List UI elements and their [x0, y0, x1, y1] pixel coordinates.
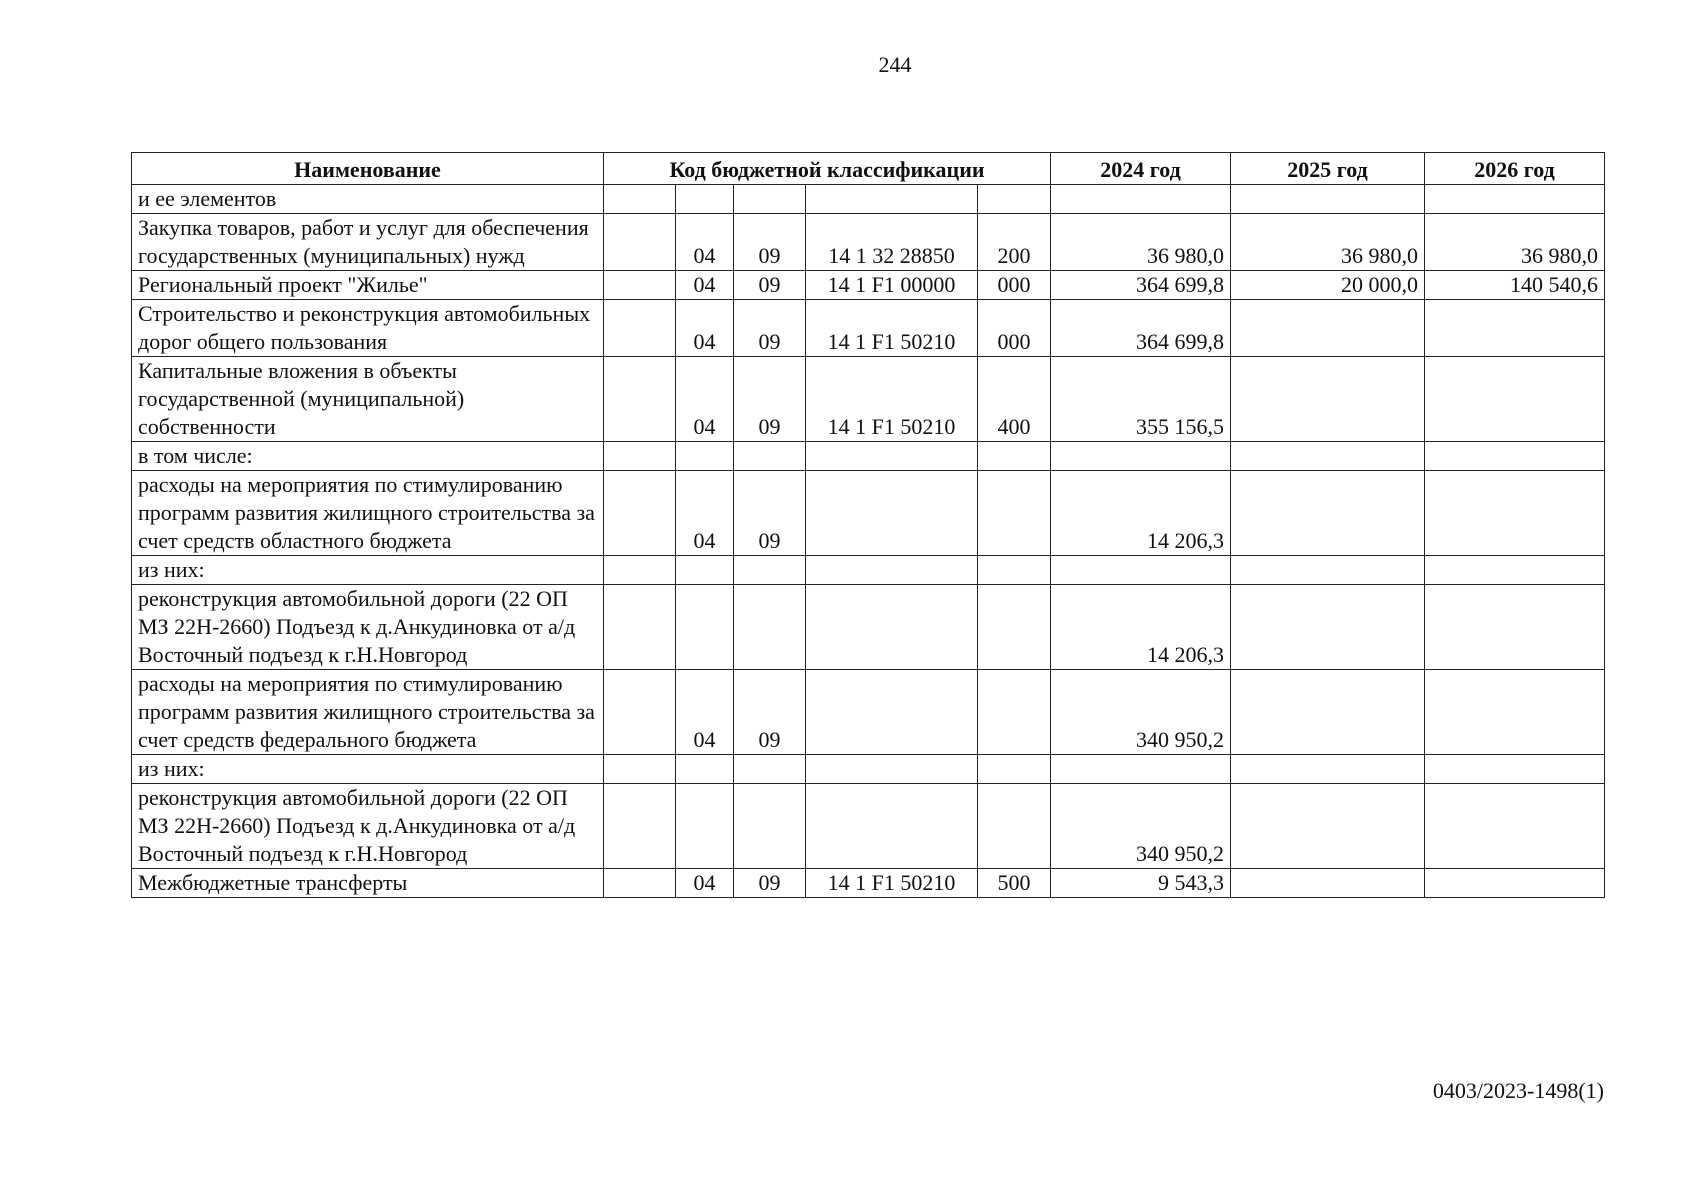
- row-c4-cell: 14 1 32 28850: [806, 214, 978, 271]
- header-name: Наименование: [132, 153, 604, 185]
- row-c1-cell: [604, 556, 676, 585]
- row-c4-cell: 14 1 F1 50210: [806, 869, 978, 898]
- row-c1-cell: [604, 214, 676, 271]
- row-c5-cell: [978, 585, 1051, 670]
- row-v2024-cell: [1051, 442, 1231, 471]
- row-v2026-cell: [1425, 185, 1605, 214]
- row-c2-cell: 04: [676, 670, 734, 755]
- row-v2024-cell: [1051, 556, 1231, 585]
- row-name-cell: Строительство и реконструкция автомобильных дорог общего пользования: [132, 300, 604, 357]
- row-v2026-cell: [1425, 357, 1605, 442]
- row-c3-cell: 09: [734, 357, 806, 442]
- row-c1-cell: [604, 471, 676, 556]
- row-c5-cell: [978, 442, 1051, 471]
- row-c3-cell: [734, 556, 806, 585]
- table-row: [132, 471, 1605, 556]
- row-v2024-cell: 14 206,3: [1051, 471, 1231, 556]
- row-name-cell: Межбюджетные трансферты: [132, 869, 604, 898]
- row-v2025-cell: 36 980,0: [1231, 214, 1425, 271]
- row-c2-cell: 04: [676, 214, 734, 271]
- row-c2-cell: 04: [676, 271, 734, 300]
- row-c3-cell: 09: [734, 271, 806, 300]
- row-c4-cell: 14 1 F1 50210: [806, 300, 978, 357]
- row-v2025-cell: [1231, 357, 1425, 442]
- row-v2024-cell: 340 950,2: [1051, 670, 1231, 755]
- row-c2-cell: [676, 442, 734, 471]
- row-c3-cell: [734, 185, 806, 214]
- row-c5-cell: 000: [978, 271, 1051, 300]
- row-c5-cell: [978, 471, 1051, 556]
- row-v2026-cell: 36 980,0: [1425, 214, 1605, 271]
- row-c3-cell: 09: [734, 300, 806, 357]
- table-row: [132, 214, 1605, 271]
- row-name-cell: расходы на мероприятия по стимулированию программ развития жилищного строительства за счет средств областного бюджета: [132, 471, 604, 556]
- row-c1-cell: [604, 670, 676, 755]
- row-v2026-cell: [1425, 784, 1605, 869]
- header-2026: 2026 год: [1425, 153, 1605, 185]
- row-c2-cell: 04: [676, 357, 734, 442]
- header-2024: 2024 год: [1051, 153, 1231, 185]
- row-v2025-cell: [1231, 471, 1425, 556]
- row-v2026-cell: [1425, 585, 1605, 670]
- row-v2025-cell: [1231, 442, 1425, 471]
- row-name-cell: реконструкция автомобильной дороги (22 ОП МЗ 22Н-2660) Подъезд к д.Анкудиновка от а/д Восточный подъезд к г.Н.Новгород: [132, 784, 604, 869]
- row-v2024-cell: [1051, 185, 1231, 214]
- row-v2026-cell: [1425, 471, 1605, 556]
- row-c1-cell: [604, 185, 676, 214]
- row-c1-cell: [604, 585, 676, 670]
- row-v2026-cell: [1425, 869, 1605, 898]
- table-row: [132, 869, 1605, 898]
- row-c3-cell: 09: [734, 214, 806, 271]
- row-c2-cell: [676, 556, 734, 585]
- row-v2025-cell: [1231, 556, 1425, 585]
- row-c4-cell: [806, 755, 978, 784]
- row-c3-cell: 09: [734, 471, 806, 556]
- table-row: [132, 784, 1605, 869]
- row-c4-cell: [806, 556, 978, 585]
- row-c2-cell: [676, 585, 734, 670]
- document-code: 0403/2023-1498(1): [1432, 1078, 1604, 1103]
- row-v2025-cell: [1231, 784, 1425, 869]
- table-row: [132, 556, 1605, 585]
- table-row: [132, 185, 1605, 214]
- row-c2-cell: [676, 185, 734, 214]
- row-v2025-cell: [1231, 869, 1425, 898]
- row-v2026-cell: [1425, 442, 1605, 471]
- row-c2-cell: 04: [676, 869, 734, 898]
- row-c2-cell: 04: [676, 471, 734, 556]
- page-number: 244: [878, 52, 912, 77]
- table-row: [132, 755, 1605, 784]
- row-name-cell: в том числе:: [132, 442, 604, 471]
- row-v2025-cell: [1231, 185, 1425, 214]
- row-c2-cell: 04: [676, 300, 734, 357]
- row-c1-cell: [604, 442, 676, 471]
- row-c2-cell: [676, 784, 734, 869]
- row-name-cell: расходы на мероприятия по стимулированию программ развития жилищного строительства за счет средств федерального бюджета: [132, 670, 604, 755]
- row-name-cell: и ее элементов: [132, 185, 604, 214]
- row-c5-cell: [978, 784, 1051, 869]
- row-c4-cell: [806, 185, 978, 214]
- row-name-cell: Закупка товаров, работ и услуг для обеспечения государственных (муниципальных) нужд: [132, 214, 604, 271]
- row-c3-cell: [734, 784, 806, 869]
- row-c5-cell: [978, 755, 1051, 784]
- row-c4-cell: [806, 784, 978, 869]
- row-c5-cell: [978, 185, 1051, 214]
- row-c1-cell: [604, 755, 676, 784]
- row-c1-cell: [604, 784, 676, 869]
- table-row: [132, 300, 1605, 357]
- row-c5-cell: [978, 556, 1051, 585]
- row-c4-cell: [806, 585, 978, 670]
- budget-table: [131, 152, 1605, 898]
- row-c3-cell: [734, 755, 806, 784]
- row-name-cell: Капитальные вложения в объекты государственной (муниципальной) собственности: [132, 357, 604, 442]
- row-c4-cell: [806, 471, 978, 556]
- row-c4-cell: 14 1 F1 00000: [806, 271, 978, 300]
- row-v2024-cell: 14 206,3: [1051, 585, 1231, 670]
- row-v2026-cell: [1425, 556, 1605, 585]
- row-v2025-cell: [1231, 300, 1425, 357]
- header-code: Код бюджетной классификации: [604, 153, 1051, 185]
- header-2025: 2025 год: [1231, 153, 1425, 185]
- row-v2024-cell: 36 980,0: [1051, 214, 1231, 271]
- row-c3-cell: 09: [734, 670, 806, 755]
- row-v2025-cell: [1231, 670, 1425, 755]
- table-row: [132, 271, 1605, 300]
- row-c4-cell: [806, 670, 978, 755]
- row-v2024-cell: 364 699,8: [1051, 300, 1231, 357]
- table-row: [132, 670, 1605, 755]
- row-c5-cell: [978, 670, 1051, 755]
- row-c1-cell: [604, 271, 676, 300]
- row-name-cell: из них:: [132, 556, 604, 585]
- row-v2025-cell: [1231, 585, 1425, 670]
- row-v2024-cell: 340 950,2: [1051, 784, 1231, 869]
- row-c5-cell: 000: [978, 300, 1051, 357]
- table-row: [132, 442, 1605, 471]
- row-c4-cell: 14 1 F1 50210: [806, 357, 978, 442]
- row-c1-cell: [604, 869, 676, 898]
- row-v2026-cell: [1425, 755, 1605, 784]
- row-c5-cell: 500: [978, 869, 1051, 898]
- row-v2024-cell: 364 699,8: [1051, 271, 1231, 300]
- row-v2024-cell: 9 543,3: [1051, 869, 1231, 898]
- row-v2026-cell: [1425, 670, 1605, 755]
- row-v2024-cell: [1051, 755, 1231, 784]
- row-c1-cell: [604, 300, 676, 357]
- table-row: [132, 585, 1605, 670]
- table-header-row: [132, 153, 1605, 185]
- row-c3-cell: [734, 442, 806, 471]
- row-c4-cell: [806, 442, 978, 471]
- row-name-cell: Региональный проект "Жилье": [132, 271, 604, 300]
- row-c1-cell: [604, 357, 676, 442]
- row-v2024-cell: 355 156,5: [1051, 357, 1231, 442]
- row-v2025-cell: [1231, 755, 1425, 784]
- row-c3-cell: [734, 585, 806, 670]
- row-c3-cell: 09: [734, 869, 806, 898]
- row-c2-cell: [676, 755, 734, 784]
- row-name-cell: реконструкция автомобильной дороги (22 ОП МЗ 22Н-2660) Подъезд к д.Анкудиновка от а/д Восточный подъезд к г.Н.Новгород: [132, 585, 604, 670]
- row-name-cell: из них:: [132, 755, 604, 784]
- table-row: [132, 357, 1605, 442]
- row-c5-cell: 200: [978, 214, 1051, 271]
- row-c5-cell: 400: [978, 357, 1051, 442]
- row-v2025-cell: 20 000,0: [1231, 271, 1425, 300]
- row-v2026-cell: 140 540,6: [1425, 271, 1605, 300]
- row-v2026-cell: [1425, 300, 1605, 357]
